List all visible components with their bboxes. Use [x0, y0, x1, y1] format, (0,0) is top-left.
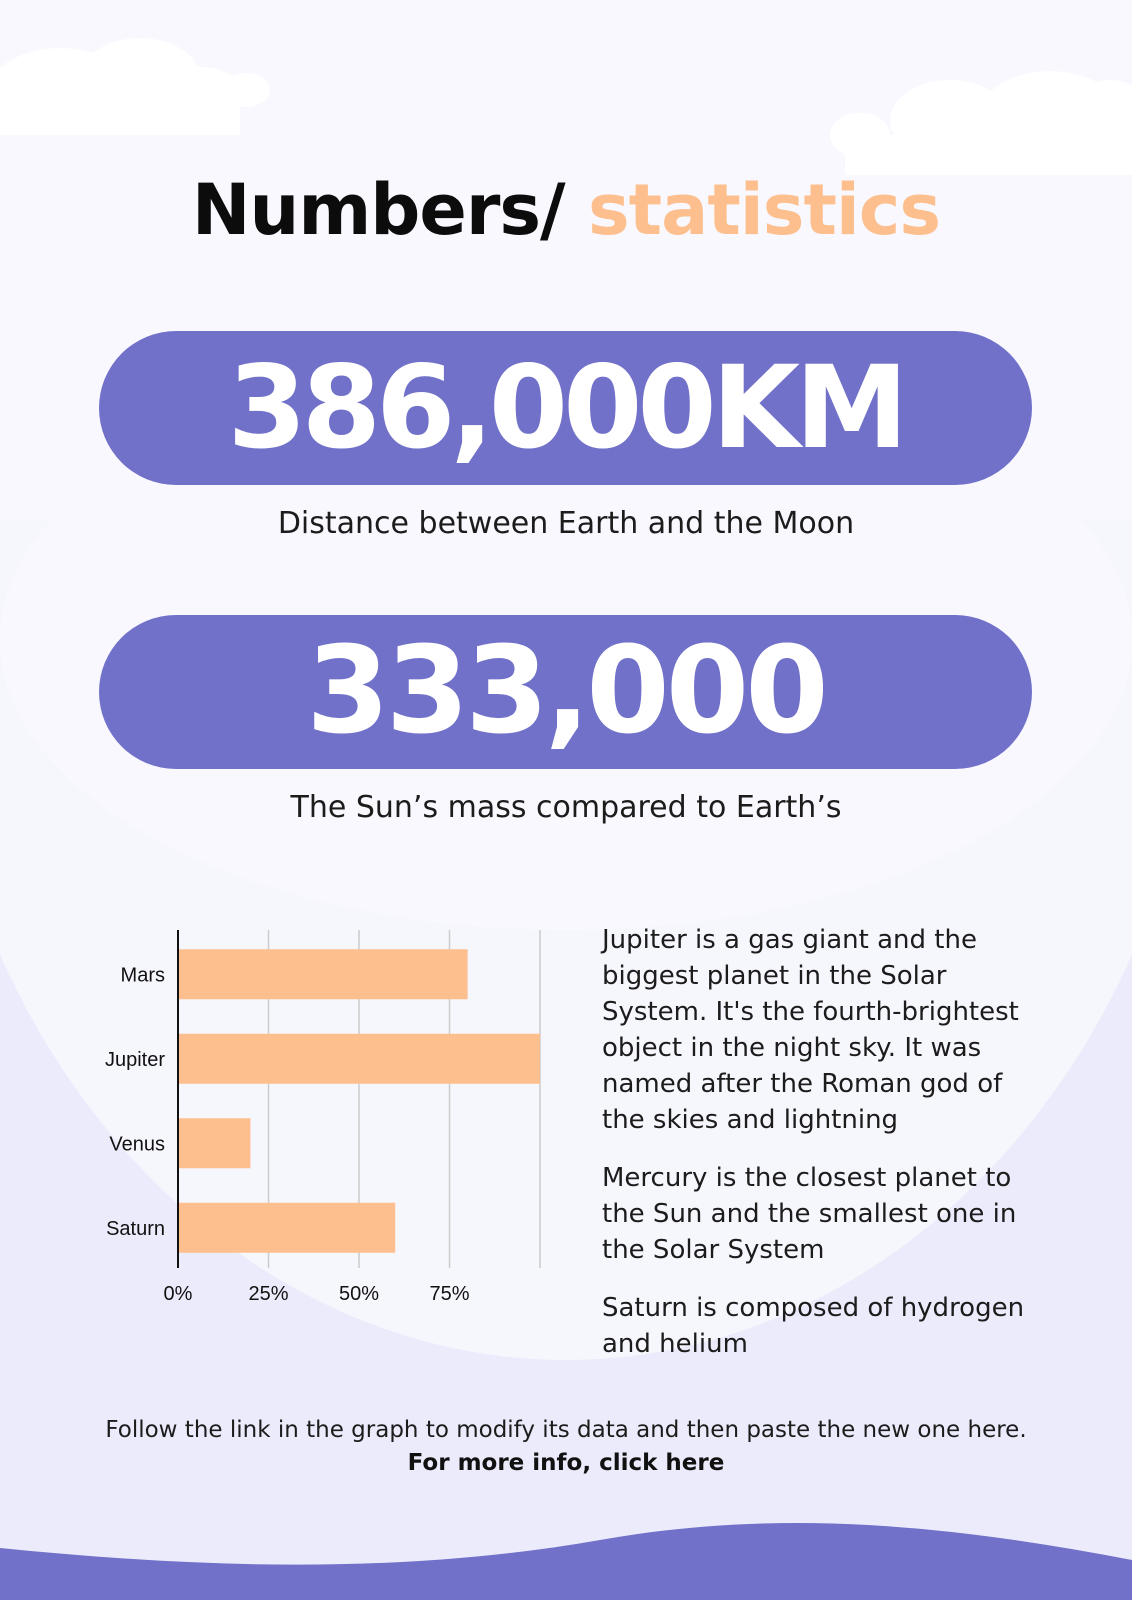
stat-caption-distance: Distance between Earth and the Moon: [277, 506, 855, 541]
chart-bar[interactable]: [178, 1203, 395, 1253]
stat-value-distance: 386,000KM: [227, 341, 904, 474]
chart-category-label: Saturn: [106, 1217, 165, 1240]
chart-bar[interactable]: [178, 949, 468, 999]
chart-tick-label: 25%: [248, 1283, 289, 1305]
fact-jupiter: Jupiter is a gas giant and the biggest planet in the Solar System. It's the fourth-brightest object in the night sky. It was named after the Roman god of the skies and lightning: [602, 925, 1019, 1135]
chart-bar[interactable]: [178, 1034, 540, 1084]
stat-pill-distance: [99, 331, 1032, 485]
fact-mercury: Mercury is the closest planet to the Sun and the smallest one in the Solar System: [602, 1163, 1017, 1265]
title-part-1: Numbers/: [191, 169, 565, 251]
chart-category-label: Mars: [120, 964, 165, 987]
facts-list: [602, 922, 1042, 1384]
chart-category-label: Venus: [109, 1133, 165, 1156]
fact-saturn: Saturn is composed of hydrogen and helium: [602, 1293, 1025, 1359]
more-info-link[interactable]: For more info, click here: [407, 1450, 725, 1476]
chart-tick-label: 0%: [163, 1283, 193, 1305]
title-part-2: statistics: [587, 169, 941, 251]
footer-text: Follow the link in the graph to modify its data and then paste the new one here.: [105, 1417, 1027, 1443]
chart-tick-label: 75%: [429, 1283, 470, 1305]
planet-bar-chart[interactable]: [80, 930, 560, 1340]
footer-note: [100, 1414, 1032, 1480]
page-title: [0, 168, 1132, 252]
stat-value-mass: 333,000: [306, 622, 825, 761]
stat-caption-mass: The Sun’s mass compared to Earth’s: [290, 790, 842, 825]
chart-category-label: Jupiter: [104, 1048, 165, 1071]
chart-tick-label: 50%: [338, 1283, 380, 1305]
stat-pill-mass: [99, 615, 1032, 769]
chart-bar[interactable]: [178, 1118, 250, 1168]
